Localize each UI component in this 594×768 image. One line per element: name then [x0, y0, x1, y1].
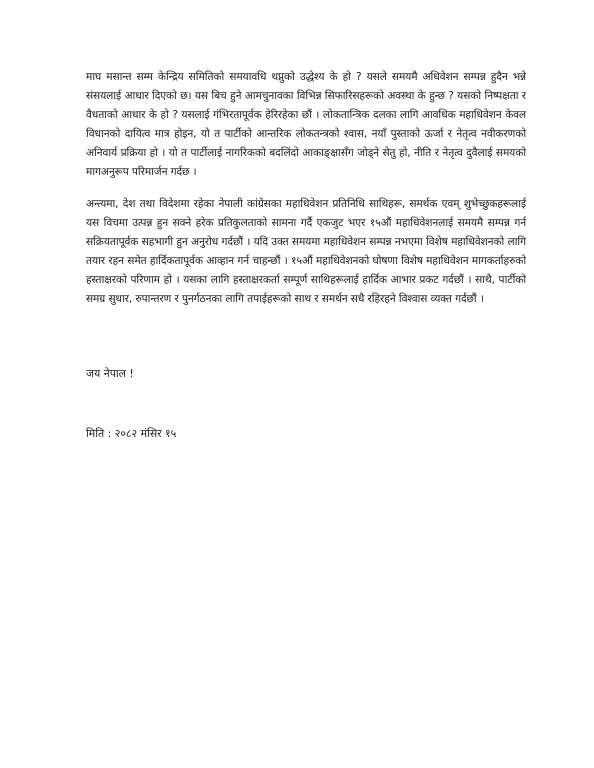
paragraph-agenda: माघ मसान्त सम्म केन्द्रिय समितिको समयावधि थप्नुको उद्धेश्य के हो ? यसले समयमै अधिवेशन सम्पन्न हुदैन भन्ने संसयलाई आधार दिएको छ। यस बिच हुने आमचुनावका विभिन्न सिफारिसहरूको अवस्था के हुन्छ ? यसको निष्पक्षता र वैधताको आधार के हो ? यसलाई गंभिरतापूर्वक हेरिरहेका छौं । लोकतान्त्रिक दलका लागि आवधिक महाधिवेशन केवल विधानको दायित्व मात्र होइन, यो त पार्टीको आन्तरिक लोकतन्त्रको श्वास, नयाँ पुस्ताको ऊर्जा र नेतृत्व नवीकरणको अनिवार्य प्रक्रिया हो । यो त पार्टीलाई नागरिकको बदलिंदो आकाङ्क्षासँग जोड्ने सेतु हो, नीति र नेतृत्व दुवैलाई समयको मागअनुरूप परिमार्जन गर्दछ ।	[86, 71, 526, 178]
document-body	[86, 68, 526, 309]
paragraph-appeal: अन्त्यमा, देश तथा विदेशमा रहेका नेपाली कांग्रेसका महाधिवेशन प्रतिनिधि साथिहरू, समर्थक एवम् शुभेच्छुकहरूलाई यस विचमा उत्पन्न हुन सक्ने हरेक प्रतिकुलताको सामना गर्दै एकजुट भएर १५औं महाधिवेशनलाई समयमै सम्पन्न गर्न सक्रियतापूर्वक सहभागी हुन अनुरोध गर्दछौं । यदि उक्त समयमा महाधिवेशन सम्पन्न नभएमा विशेष महाधिवेशनको लागि तयार रहन समेत हार्दिकतापूर्वक आव्हान गर्न चाहन्छौं । १५औं महाधिवेशनको घोषणा विशेष महाधिवेशन मागकर्ताहरुको हस्ताक्षरको परिणाम हो । यसका लागि हस्ताक्षरकर्ता सम्पूर्ण साथिहरूलाई हार्दिक आभार प्रकट गर्दछौं । साथै, पार्टीको समग्र सुधार, रुपान्तरण र पुनर्गठनका लागि तपाईहरूको साथ र समर्थन सधै रहिरहने विश्वास व्यक्त गर्दछौं ।	[86, 198, 526, 305]
closing-salutation: जय नेपाल !	[86, 367, 134, 380]
document-date: मिति : २०८२ मंसिर १५	[86, 427, 177, 440]
